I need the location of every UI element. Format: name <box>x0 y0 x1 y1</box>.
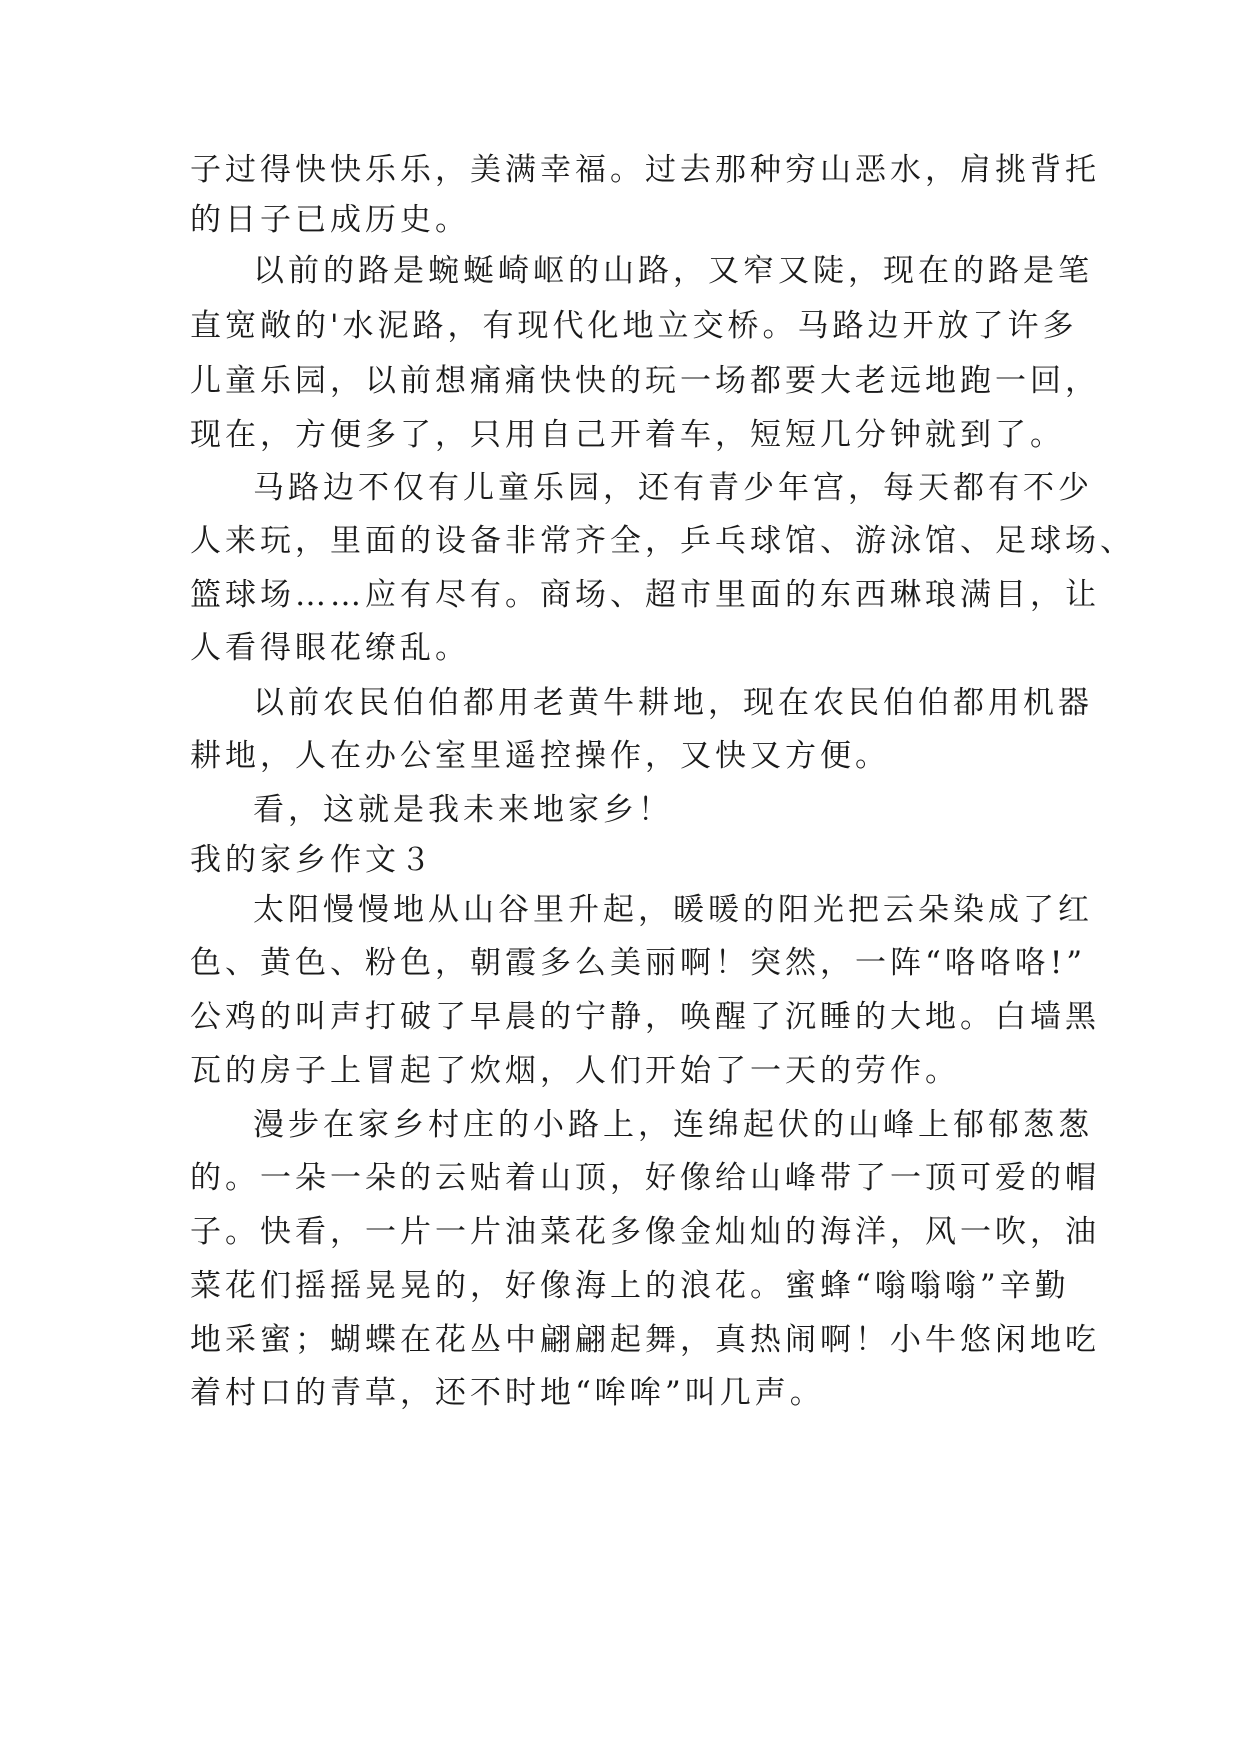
text-line: 人看得眼花缭乱。 <box>190 630 470 666</box>
text-line: 瓦的房子上冒起了炊烟，人们开始了一天的劳作。 <box>190 1053 960 1089</box>
text-line: 儿童乐园，以前想痛痛快快的玩一场都要大老远地跑一回， <box>190 363 1100 399</box>
text-line: 着村口的青草，还不时地“哞哞”叫几声。 <box>190 1375 825 1411</box>
paragraph-first-line: 太阳慢慢地从山谷里升起，暖暖的阳光把云朵染成了红 <box>253 892 1093 928</box>
text-line: 耕地，人在办公室里遥控操作，又快又方便。 <box>190 738 890 774</box>
text-line: 直宽敞的'水泥路，有现代化地立交桥。马路边开放了许多 <box>190 308 1078 344</box>
text-line: 地采蜜；蝴蝶在花丛中翩翩起舞，真热闹啊！小牛悠闲地吃 <box>190 1322 1100 1358</box>
text-line: 的日子已成历史。 <box>190 202 470 238</box>
text-line: 子过得快快乐乐，美满幸福。过去那种穷山恶水，肩挑背托 <box>190 152 1100 188</box>
text-line: 公鸡的叫声打破了早晨的宁静，唤醒了沉睡的大地。白墙黑 <box>190 999 1100 1035</box>
paragraph-first-line: 马路边不仅有儿童乐园，还有青少年宫，每天都有不少 <box>253 470 1093 506</box>
paragraph-first-line: 看，这就是我未来地家乡！ <box>253 792 673 828</box>
paragraph-first-line: 以前的路是蜿蜒崎岖的山路，又窄又陡，现在的路是笔 <box>253 253 1093 289</box>
text-line: 的。一朵一朵的云贴着山顶，好像给山峰带了一顶可爱的帽 <box>190 1160 1100 1196</box>
text-line: 色、黄色、粉色，朝霞多么美丽啊！突然，一阵“咯咯咯!” <box>190 945 1087 981</box>
text-line: 现在，方便多了，只用自己开着车，短短几分钟就到了。 <box>190 417 1065 453</box>
section-heading: 我的家乡作文３ <box>190 842 435 878</box>
text-line: 菜花们摇摇晃晃的，好像海上的浪花。蜜蜂“嗡嗡嗡”辛勤 <box>190 1268 1070 1304</box>
text-line: 子。快看，一片一片油菜花多像金灿灿的海洋，风一吹，油 <box>190 1214 1100 1250</box>
text-line: 篮球场……应有尽有。商场、超市里面的东西琳琅满目，让 <box>190 577 1100 613</box>
text-line: 人来玩，里面的设备非常齐全，乒乓球馆、游泳馆、足球场、 <box>190 523 1135 559</box>
paragraph-first-line: 漫步在家乡村庄的小路上，连绵起伏的山峰上郁郁葱葱 <box>253 1107 1093 1143</box>
paragraph-first-line: 以前农民伯伯都用老黄牛耕地，现在农民伯伯都用机器 <box>253 685 1093 721</box>
